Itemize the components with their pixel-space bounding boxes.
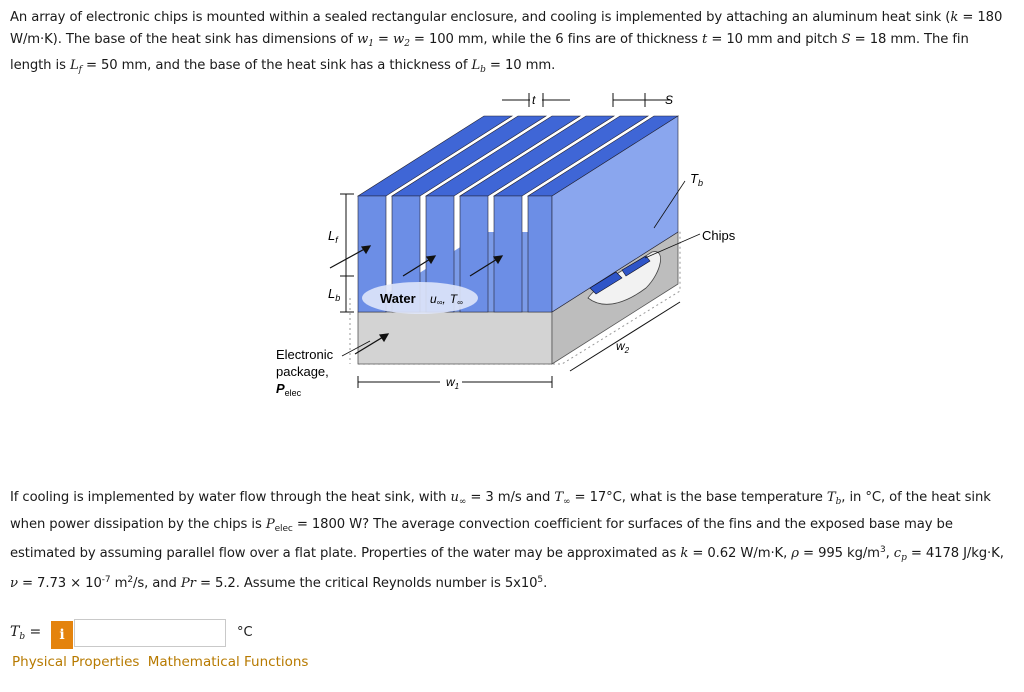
- answer-variable-label: [10, 624, 41, 642]
- t-dimension: [502, 93, 570, 107]
- nu-symbol: ν: [10, 575, 18, 591]
- p-elec-label: $P_{elec}$: [276, 381, 302, 398]
- t-dim-label: t: [532, 93, 536, 107]
- tb-answer-input[interactable]: [74, 619, 226, 647]
- tb-label: $T_b$: [690, 171, 703, 188]
- problem-text: An array of electronic chips is mounted within a sealed rectangular enclosure, and cooling is implemented by attaching an aluminum heat sink (: [10, 10, 951, 25]
- t-inf-subscript: ∞: [563, 497, 571, 507]
- problem-text: = 50 mm, and the base of the heat sink has a thickness of: [81, 58, 472, 73]
- w2-subscript: 2: [404, 39, 410, 49]
- problem-text: = 100 mm, while the 6 fins are of thickness: [409, 32, 703, 47]
- question-part: = 7.73 × 10: [17, 575, 102, 591]
- u-subscript: ∞: [458, 497, 467, 507]
- question-part: = 3 m/s and: [466, 490, 555, 505]
- p-subscript: elec: [274, 523, 293, 534]
- lf-symbol: L: [69, 58, 79, 73]
- question-part: = 5.2. Assume the critical Reynolds number is 5x10: [195, 575, 538, 591]
- question-part: If cooling is implemented by water flow through the heat sink, with: [10, 490, 451, 505]
- answer-var: T: [10, 624, 20, 640]
- w1-label: $w_1$: [446, 375, 460, 391]
- s-dimension: [613, 93, 670, 107]
- cp-subscript: p: [901, 553, 907, 563]
- question-part: = 17°C, what is the base temperature: [570, 490, 827, 505]
- question-text: [10, 487, 1014, 594]
- k-symbol: k: [680, 546, 689, 561]
- question-part: .: [543, 575, 548, 591]
- chips-label: Chips: [702, 228, 736, 243]
- p-symbol: P: [265, 516, 275, 532]
- w1-symbol: w: [357, 32, 369, 47]
- package-label: package,: [276, 364, 329, 379]
- question-part: = 1800 W? The average convection coefficient for surfaces of the fins and the exposed base may be estimated by assuming parallel flow over a flat plate. Properties of the water may be approximated as: [10, 516, 953, 561]
- s-dim-label: S: [665, 93, 674, 107]
- w1-subscript: 1: [368, 39, 374, 49]
- lb-subscript: b: [480, 65, 486, 75]
- answer-unit: °C: [237, 625, 253, 640]
- heat-sink-figure: [270, 86, 736, 411]
- water-label: Water: [380, 291, 416, 306]
- question-part: ,: [885, 546, 894, 561]
- answer-row: [10, 619, 310, 649]
- lb-label: $L_b$: [328, 286, 341, 303]
- tb-subscript: b: [835, 497, 842, 507]
- superscript: -7: [101, 574, 111, 585]
- s-symbol: S: [841, 32, 851, 47]
- superscript: 5: [537, 574, 544, 585]
- question-part: = 4178 J/kg·K,: [906, 546, 1004, 561]
- superscript: 3: [879, 545, 886, 555]
- t-symbol: t: [702, 32, 708, 47]
- problem-text: = 10 mm and pitch: [707, 32, 842, 47]
- rho-symbol: ρ: [791, 546, 799, 561]
- pr-symbol: Pr: [180, 575, 196, 591]
- t-inf-symbol: T: [554, 490, 564, 505]
- lf-label: $L_f$: [328, 228, 338, 245]
- electronic-label: Electronic: [276, 347, 334, 362]
- problem-text: =: [373, 32, 393, 47]
- k-symbol: k: [950, 10, 959, 25]
- info-icon[interactable]: i: [51, 621, 73, 649]
- problem-text: = 18 mm. The fin length is: [10, 32, 969, 73]
- problem-text: = 10 mm.: [485, 58, 556, 73]
- resource-links: [12, 654, 312, 670]
- lf-subscript: f: [78, 65, 82, 75]
- answer-equals: =: [25, 624, 42, 640]
- question-part: m: [110, 575, 128, 591]
- question-part: = 995 kg/m: [798, 546, 880, 561]
- problem-statement: [10, 7, 1014, 81]
- physical-properties-link[interactable]: Physical Properties: [12, 654, 140, 670]
- question-part: /s, and: [133, 575, 181, 591]
- tb-symbol: T: [826, 490, 836, 505]
- problem-text: = 180 W/m·K). The base of the heat sink has dimensions of: [10, 10, 1003, 47]
- w2-symbol: w: [392, 32, 405, 47]
- lf-lb-dimension: [340, 194, 354, 312]
- u-symbol: u: [450, 490, 459, 505]
- w2-label: $w_2$: [616, 339, 630, 355]
- cp-symbol: c: [893, 546, 902, 561]
- superscript: 2: [127, 574, 133, 585]
- answer-var-sub: b: [19, 632, 26, 642]
- mathematical-functions-link[interactable]: Mathematical Functions: [147, 654, 309, 670]
- base-front: [358, 312, 552, 364]
- lb-symbol: L: [471, 58, 481, 73]
- u-infinity-label: u∞, T∞: [430, 292, 463, 307]
- question-part: , in °C, of the heat sink when power dissipation by the chips is: [10, 490, 991, 532]
- question-part: = 0.62 W/m·K,: [688, 546, 792, 561]
